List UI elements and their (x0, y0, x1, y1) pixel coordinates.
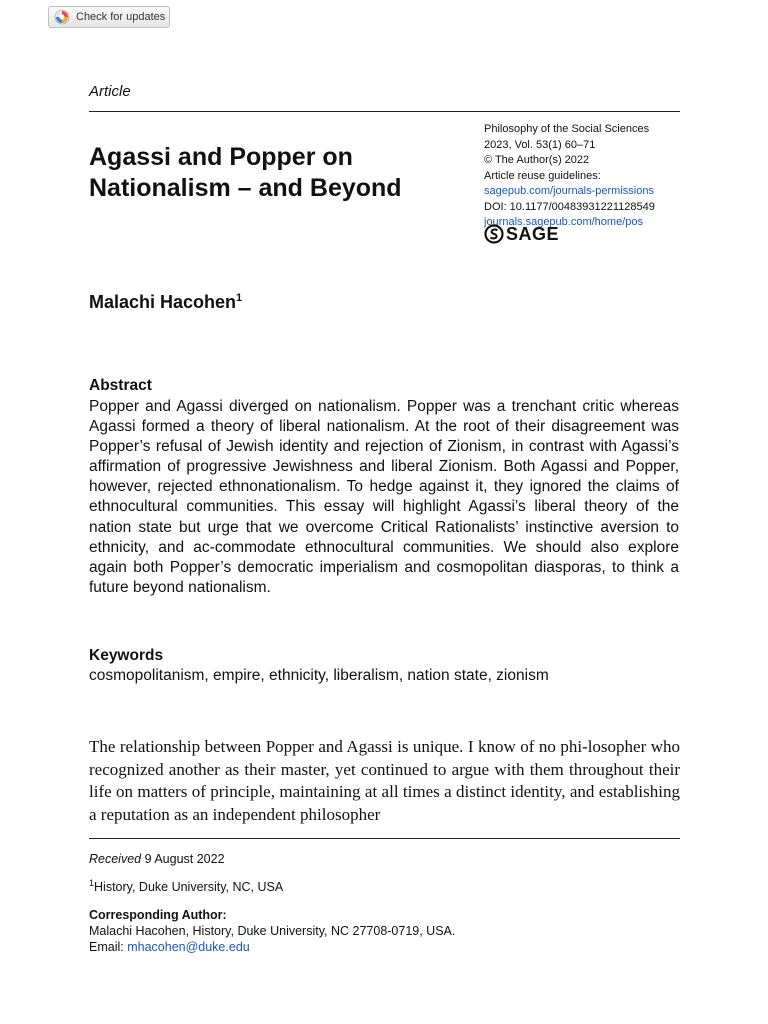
sage-logo (484, 224, 559, 244)
article-title: Agassi and Popper on Nationalism – and Beyond (89, 143, 402, 202)
footnote-divider (89, 838, 680, 839)
received-line (89, 851, 225, 867)
affiliation-text: History, Duke University, NC, USA (94, 880, 284, 895)
received-date: 9 August 2022 (144, 852, 225, 866)
journal-volume: 2023, Vol. 53(1) 60–71 (484, 138, 596, 151)
keywords-list: cosmopolitanism, empire, ethnicity, liberalism, nation state, zionism (89, 667, 549, 684)
doi: DOI: 10.1177/00483931221128549 (484, 200, 655, 213)
author-line (89, 292, 242, 313)
keywords-heading: Keywords (89, 647, 164, 664)
affiliation-mark: 1 (89, 878, 95, 888)
corresponding-author-address: Malachi Hacohen, History, Duke University, NC 27708-0719, USA. (89, 924, 456, 938)
received-label: Received (89, 852, 142, 866)
permissions-link[interactable]: sagepub.com/journals-permissions (484, 185, 654, 197)
reuse-guidelines-label: Article reuse guidelines: (484, 169, 601, 182)
body-paragraph: The relationship between Popper and Agassi is unique. I know of no phi-losopher who recognized another as their master, yet continued to argue with them throughout their life on matters of principle, maintaining at all times a distinct identity, and establishing a reputation as an independent philosopher (89, 737, 680, 824)
journal-metadata (484, 122, 694, 231)
copyright-notice: © The Author(s) 2022 (484, 154, 590, 166)
journal-name: Philosophy of the Social Sciences (484, 123, 650, 135)
check-for-updates-button[interactable] (48, 6, 170, 28)
journal-home-link[interactable]: journals.sagepub.com/home/pos (484, 216, 643, 228)
abstract-heading: Abstract (89, 377, 152, 394)
header-divider (89, 111, 680, 112)
check-for-updates-label: Check for updates (76, 11, 166, 23)
sage-logo-icon (484, 224, 504, 244)
abstract-text: Popper and Agassi diverged on nationalism. Popper was a trenchant critic whereas Agassi formed a theory of liberal nationalism. At the root of their disagreement was Popper’s refusal of Jewish identity and rejection of Zionism, in contrast with Agassi’s affirmation of progressive Jewishness and liberal Zionism. Both Agassi and Popper, however, rejected ethnonationalism. To hedge against it, they ignored the claims of ethnocultural communities. This essay will highlight Agassi’s liberal theory of the nation state but urge that we overcome Critical Rationalists’ instinctive aversion to ethnicity, and ac-commodate ethnocultural communities. We should also explore again both Popper’s democratic imperialism and cosmopolitan diasporas, to think a future beyond nationalism. (89, 398, 679, 596)
affiliation-line (89, 875, 283, 895)
author-affiliation-mark: 1 (236, 292, 243, 304)
email-link[interactable]: mhacohen@duke.edu (127, 940, 250, 954)
update-icon (54, 9, 70, 25)
article-type-label: Article (89, 83, 131, 100)
author-name: Malachi Hacohen (89, 292, 237, 312)
corresponding-author-heading: Corresponding Author: (89, 908, 227, 922)
sage-logo-text: SAGE (506, 223, 560, 244)
email-label: Email: (89, 940, 124, 954)
email-line (89, 939, 250, 955)
